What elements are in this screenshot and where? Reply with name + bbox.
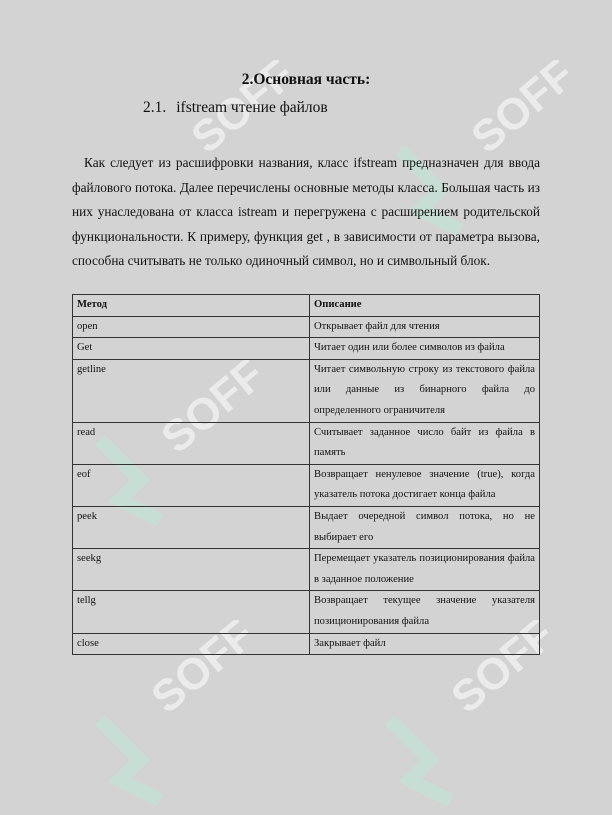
section-title: ifstream чтение файлов bbox=[176, 99, 328, 116]
description-cell: Перемещает указатель позиционирования файла в заданное положение bbox=[310, 549, 540, 591]
method-cell: peek bbox=[73, 506, 310, 548]
column-header: Метод bbox=[73, 295, 310, 317]
table-row bbox=[73, 338, 540, 360]
description-cell: Считывает заданное число байт из файла в память bbox=[310, 422, 540, 464]
table-row bbox=[73, 591, 540, 633]
description-cell: Открывает файл для чтения bbox=[310, 316, 540, 338]
method-cell: close bbox=[73, 633, 310, 655]
description-cell: Закрывает файл bbox=[310, 633, 540, 655]
svg-text:SOFF: SOFF bbox=[462, 60, 570, 163]
chapter-heading: 2.Основная часть: bbox=[241, 71, 371, 88]
section-number: 2.1. bbox=[143, 99, 167, 116]
method-cell: eof bbox=[73, 464, 310, 506]
method-cell: getline bbox=[73, 359, 310, 422]
description-cell: Возвращает текущее значение указателя позиционирования файла bbox=[310, 591, 540, 633]
svg-text:SOFF: SOFF bbox=[152, 360, 260, 463]
description-cell: Возвращает ненулевое значение (true), когда указатель потока достигает конца файла bbox=[310, 464, 540, 506]
description-cell: Читает один или более символов из файла bbox=[310, 338, 540, 360]
section-heading bbox=[143, 99, 328, 117]
table-row bbox=[73, 359, 540, 422]
svg-text:SOFF: SOFF bbox=[182, 60, 290, 163]
table-row bbox=[73, 422, 540, 464]
table-header-row bbox=[73, 295, 540, 317]
body-paragraph: Как следует из расшифровки названия, класс ifstream предназначен для ввода файлового потока. Далее перечислены основные методы класса. Большая часть из них унаследована от класса istream и перегружена с расширением родительской функциональности. К примеру, функция get , в зависимости от параметра вызова, способна считывать не только одиночный символ, но и символьный блок. bbox=[72, 155, 540, 269]
table-row bbox=[73, 464, 540, 506]
method-cell: tellg bbox=[73, 591, 310, 633]
methods-table bbox=[72, 294, 540, 655]
column-header: Описание bbox=[310, 295, 540, 317]
method-cell: Get bbox=[73, 338, 310, 360]
method-cell: read bbox=[73, 422, 310, 464]
table-row bbox=[73, 316, 540, 338]
svg-text:SOFF: SOFF bbox=[442, 620, 550, 723]
svg-text:SOFF: SOFF bbox=[142, 620, 250, 723]
table-row bbox=[73, 506, 540, 548]
description-cell: Читает символьную строку из текстового файла или данные из бинарного файла до определенного ограничителя bbox=[310, 359, 540, 422]
description-cell: Выдает очередной символ потока, но не выбирает его bbox=[310, 506, 540, 548]
table-row bbox=[73, 549, 540, 591]
method-cell: open bbox=[73, 316, 310, 338]
table-row bbox=[73, 633, 540, 655]
method-cell: seekg bbox=[73, 549, 310, 591]
